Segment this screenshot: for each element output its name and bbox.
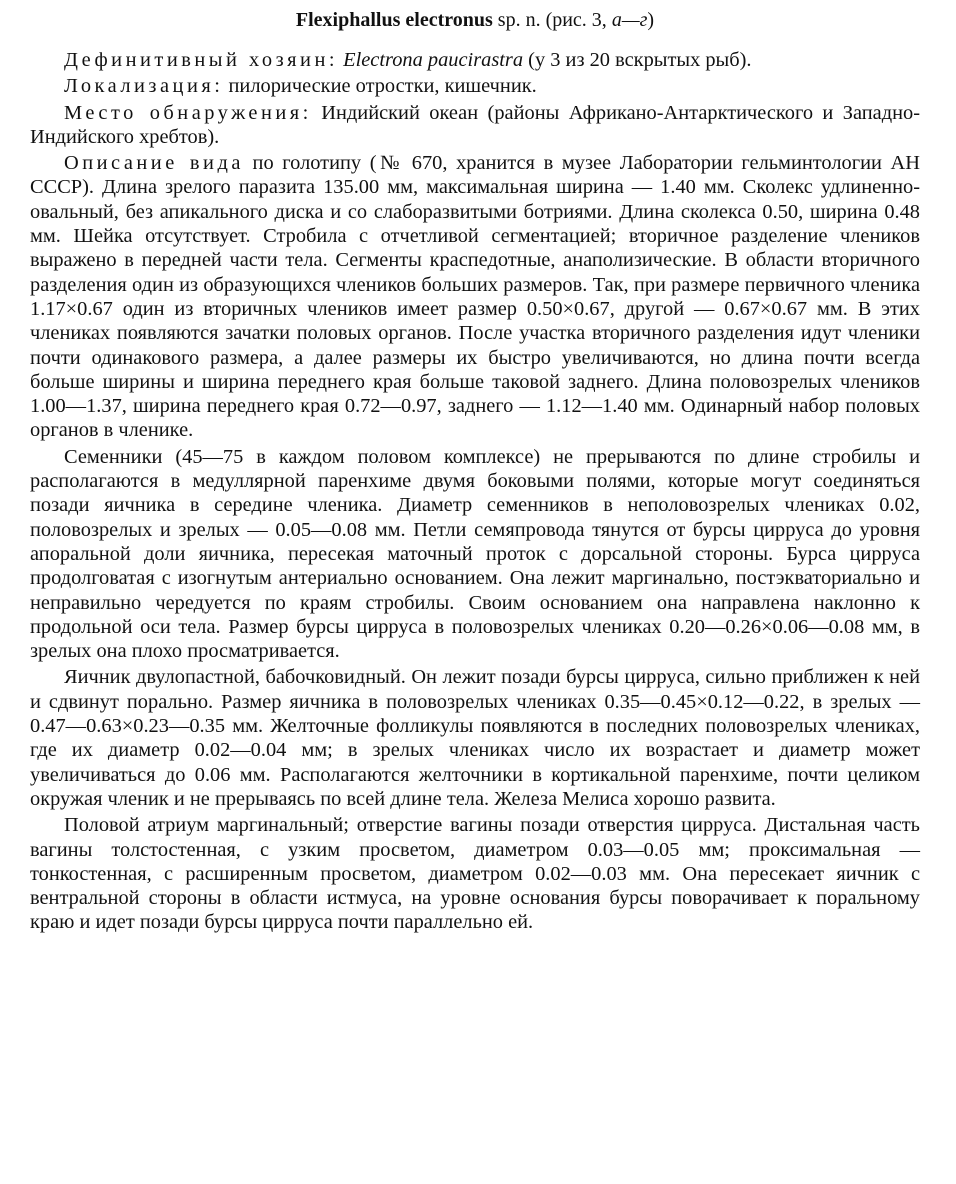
localization-label: Локализация: bbox=[64, 75, 224, 98]
title-suffix: sp. n. (рис. 3, bbox=[497, 9, 612, 31]
testes-paragraph: Семенники (45—75 в каждом половом комплексе) не прерываются по длине стробилы и располагаются в медуллярной паренхиме двумя боковыми полями, которые могут соединяться позади яичника в середине членика. Диаметр семенников в неполовозрелых члениках 0.02, половозрелых и зрелых — 0.05—0.08 мм. Петли семяпровода тянутся от бурсы цирруса до уровня апоральной доли яичника, пересекая маточный проток с дорсальной стороны. Бурса цирруса продолговатая с изогнутым антериально основанием. Она лежит маргинально, постэкваториально и неправильно чередуется по краям стробилы. Своим основанием она направлена наклонно к продольной оси тела. Размер бурсы цирруса в половозрелых члениках 0.20—0.26×0.06—0.08 мм, в зрелых она плохо просматривается. bbox=[30, 445, 920, 663]
localization-text: пилорические отростки, кишечник. bbox=[228, 75, 537, 98]
host-text: (у 3 из 20 вскрытых рыб). bbox=[528, 49, 752, 71]
locality-paragraph bbox=[30, 101, 920, 150]
ovary-paragraph: Яичник двулопастной, бабочковидный. Он лежит позади бурсы цирруса, сильно приближен к ней и сдвинут порально. Размер яичника в половозрелых члениках 0.35—0.45×0.12—0.22, в зрелых — 0.47—0.63×0.23—0.35 мм. Желточные фолликулы появляются в последних половозрелых члениках, где их диаметр 0.02—0.04 мм; в зрелых члениках число их возрастает и диаметр может увеличиваться до 0.06 мм. Располагаются желточники в кортикальной паренхиме, почти целиком окружая членик и не прерываясь по всей длине тела. Железа Мелиса хорошо развита. bbox=[30, 666, 920, 810]
localization-paragraph bbox=[30, 74, 920, 98]
host-label: Дефинитивный хозяин: bbox=[64, 49, 339, 71]
host-paragraph bbox=[30, 48, 920, 72]
figure-reference: а—г bbox=[611, 9, 648, 31]
description-label: Описание вида bbox=[64, 152, 244, 175]
atrium-paragraph: Половой атриум маргинальный; отверстие вагины позади отверстия цирруса. Дистальная часть вагины толстостенная, с узким просветом, диаметром 0.03—0.05 мм; проксимальная — тонкостенная, с расширенным просветом, диаметром 0.02—0.03 мм. Она пересекает яичник с вентральной стороны в области истмуса, на уровне основания бурсы поворачивает к поральному краю и идет позади бурсы цирруса почти параллельно ей. bbox=[30, 814, 920, 934]
locality-label: Место обнаружения: bbox=[64, 101, 312, 124]
description-paragraph bbox=[30, 151, 920, 443]
species-title bbox=[30, 6, 920, 34]
document-page bbox=[30, 6, 920, 935]
title-close: ) bbox=[647, 9, 655, 31]
description-text: по голотипу (№ 670, хранится в музее Лаборатории гельминтологии АН СССР). Длина зрелого паразита 135.00 мм, максимальная ширина — 1.40 мм. Сколекс удлиненно-овальный, без апикального диска и со слаборазвитыми ботриями. Длина сколекса 0.50, ширина 0.48 мм. Шейка отсутствует. Стробила с отчетливой сегментацией; вторичное разделение члеников выражено в передней части тела. Сегменты краспедотные, анаполизические. В области вторичного разделения один из образующихся члеников больших размеров. Так, при размере первичного членика 1.17×0.67 один из вторичных члеников имеет размер 0.50×0.67, другой — 0.67×0.67 мм. В этих члениках появляются зачатки половых органов. После участка вторичного разделения идут членики почти одинакового размера, а далее размеры их быстро увеличиваются, но длина почти всегда больше ширины и ширина переднего края больше таковой заднего. Длина половозрелых члеников 1.00—1.37, ширина переднего края 0.72—0.97, заднего — 1.12—1.40 мм. Одинарный набор половых органов в членике. bbox=[30, 152, 920, 442]
host-species: Electrona paucirastra bbox=[343, 49, 524, 71]
species-name: Flexiphallus electronus bbox=[295, 9, 493, 31]
locality-text: Индийский океан (районы Африкано-Антарктического и Западно-Индийского хребтов). bbox=[30, 101, 920, 148]
